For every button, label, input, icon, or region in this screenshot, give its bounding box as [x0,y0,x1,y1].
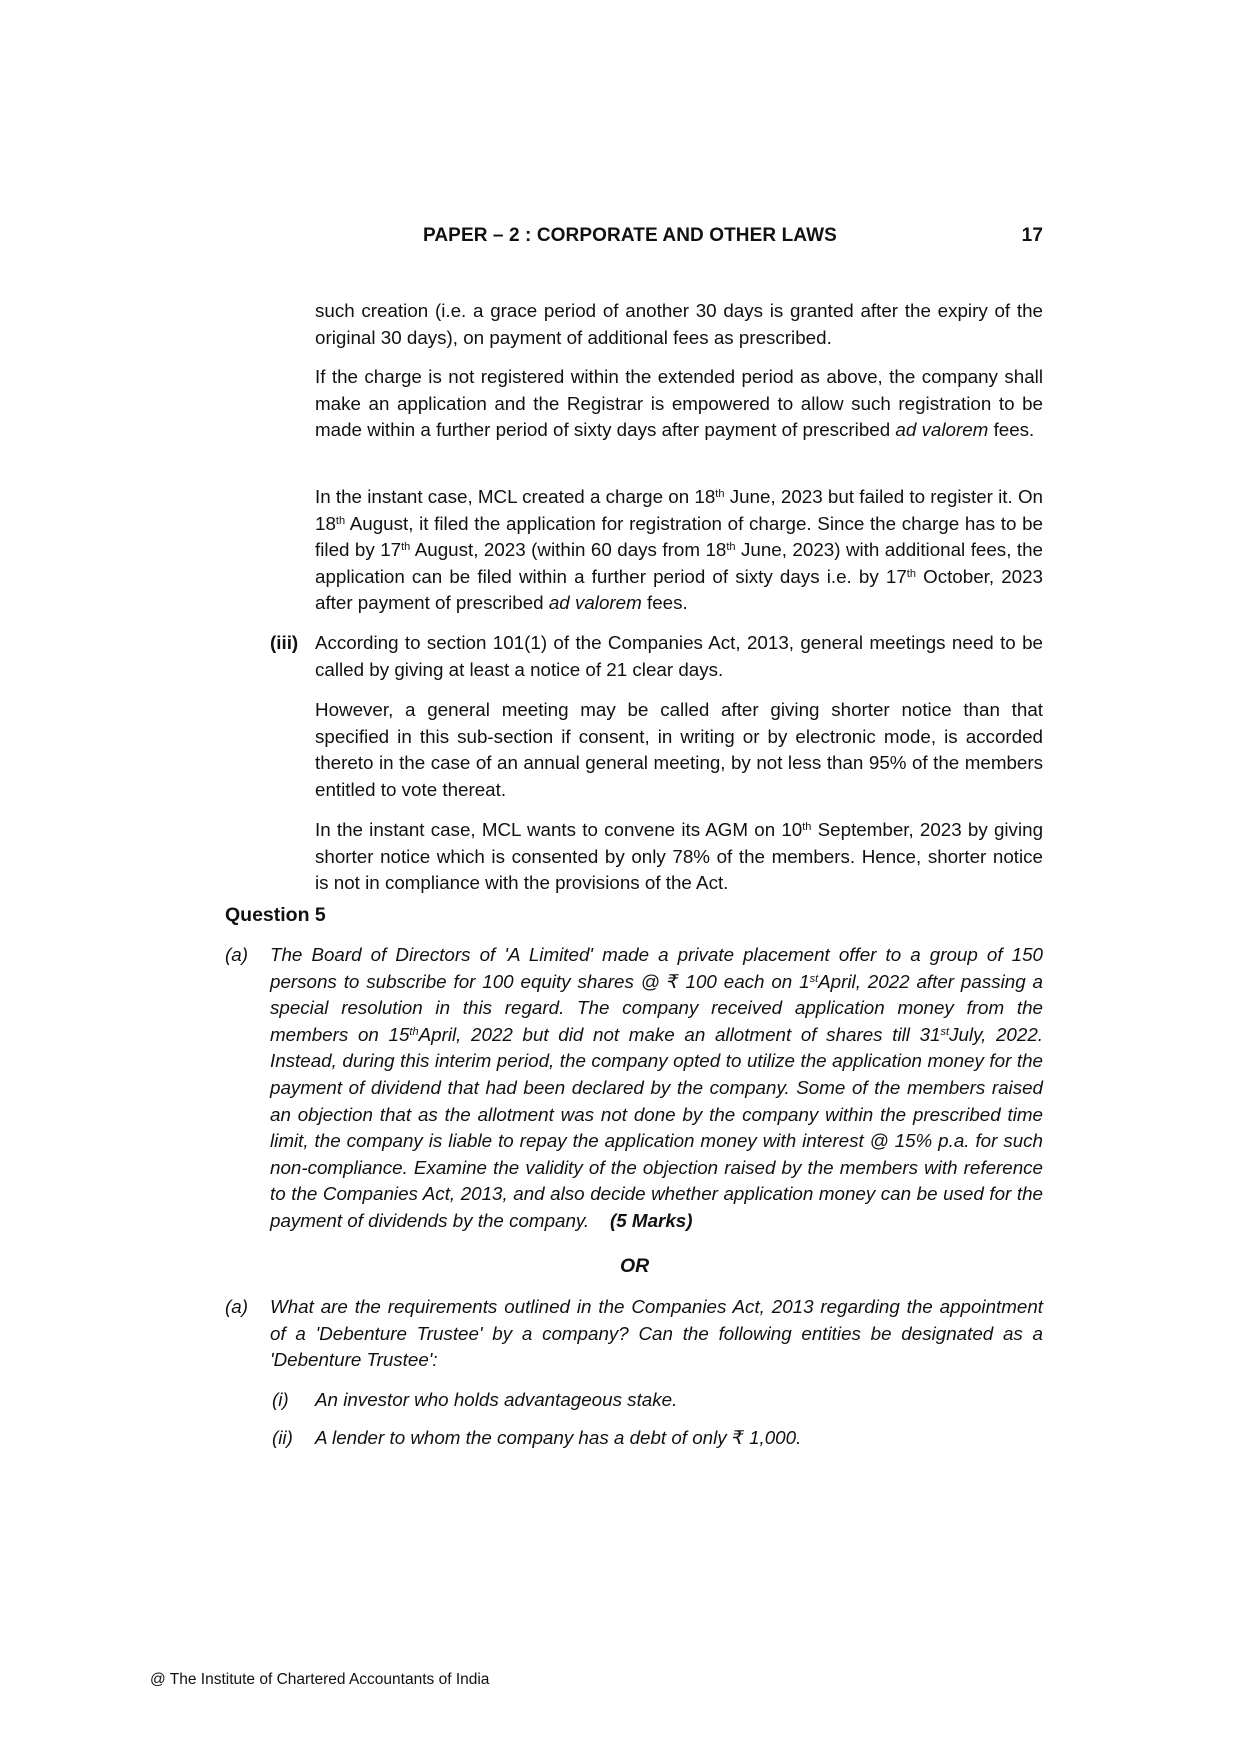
sub-item-text-ii: A lender to whom the company has a debt of only ₹ 1,000. [315,1427,802,1448]
question-5a-text: The Board of Directors of 'A Limited' made a private placement offer to a group of 150 persons to subscribe for 100 equity shares @ ₹ 100 each on 1stApril, 2022 after passing a special resolution in this regard. The company received application money from the members on 15thApril, 2022 but did not make an allotment of shares till 31stJuly, 2022. Instead, during this interim period, the company opted to utilize the application money for the payment of dividend that had been declared by the company. Some of the members raised an objection that as the allotment was not done by the company within the prescribed time limit, the company is liable to repay the application money with interest @ 15% p.a. for such non-compliance. Examine the validity of the objection raised by the members with reference to the Companies Act, 2013, and also decide whether application money can be used for the payment of dividends by the company. (5 Marks) [270,944,1043,1231]
question-label-a-alt: (a) [225,1296,248,1317]
answer-paragraph-section-101: According to section 101(1) of the Companies Act, 2013, general meetings need to be called by giving at least a notice of 21 clear days. [315,632,1043,680]
sub-item-text-i: An investor who holds advantageous stake. [315,1389,678,1410]
paper-title: PAPER – 2 : CORPORATE AND OTHER LAWS [423,225,837,246]
question-heading: Question 5 [225,904,326,926]
item-label-iii: (iii) [270,632,299,653]
marks-label: (5 Marks) [610,1209,693,1231]
answer-paragraph-instant-case-charge: In the instant case, MCL created a charge on 18th June, 2023 but failed to register it. On 18th August, it filed the application for registration of charge. Since the charge has to be filed by 17th August, 2023 (within 60 days from 18th June, 2023) with additional fees, the application can be filed within a further period of sixty days i.e. by 17th October, 2023 after payment of prescribed ad valorem fees. [315,486,1043,614]
or-separator: OR [620,1255,650,1277]
answer-paragraph-extended-registration: If the charge is not registered within the extended period as above, the company shall make an application and the Registrar is empowered to allow such registration to be made within a further period of sixty days after payment of prescribed ad valorem fees. [315,366,1043,441]
answer-paragraph-instant-case-agm: In the instant case, MCL wants to convene its AGM on 10th September, 2023 by giving shorter notice which is consented by only 78% of the members. Hence, shorter notice is not in compliance with the provisions of the Act. [315,819,1044,894]
sub-item-label-ii: (ii) [272,1427,293,1448]
question-label-a: (a) [225,944,248,965]
page-footer: @ The Institute of Chartered Accountants of India [150,1671,490,1688]
answer-paragraph-grace-period: such creation (i.e. a grace period of another 30 days is granted after the expiry of the original 30 days), on payment of additional fees as prescribed. [315,300,1043,348]
sub-item-label-i: (i) [272,1389,289,1410]
page-number: 17 [1021,225,1043,246]
question-5a-alt-text: What are the requirements outlined in the Companies Act, 2013 regarding the appointment of a 'Debenture Trustee' by a company? Can the following entities be designated as a 'Debenture Trustee': [270,1296,1043,1371]
answer-paragraph-shorter-notice: However, a general meeting may be called after giving shorter notice than that specified in this sub-section if consent, in writing or by electronic mode, is accorded thereto in the case of an annual general meeting, by not less than 95% of the members entitled to vote thereat. [315,699,1043,800]
